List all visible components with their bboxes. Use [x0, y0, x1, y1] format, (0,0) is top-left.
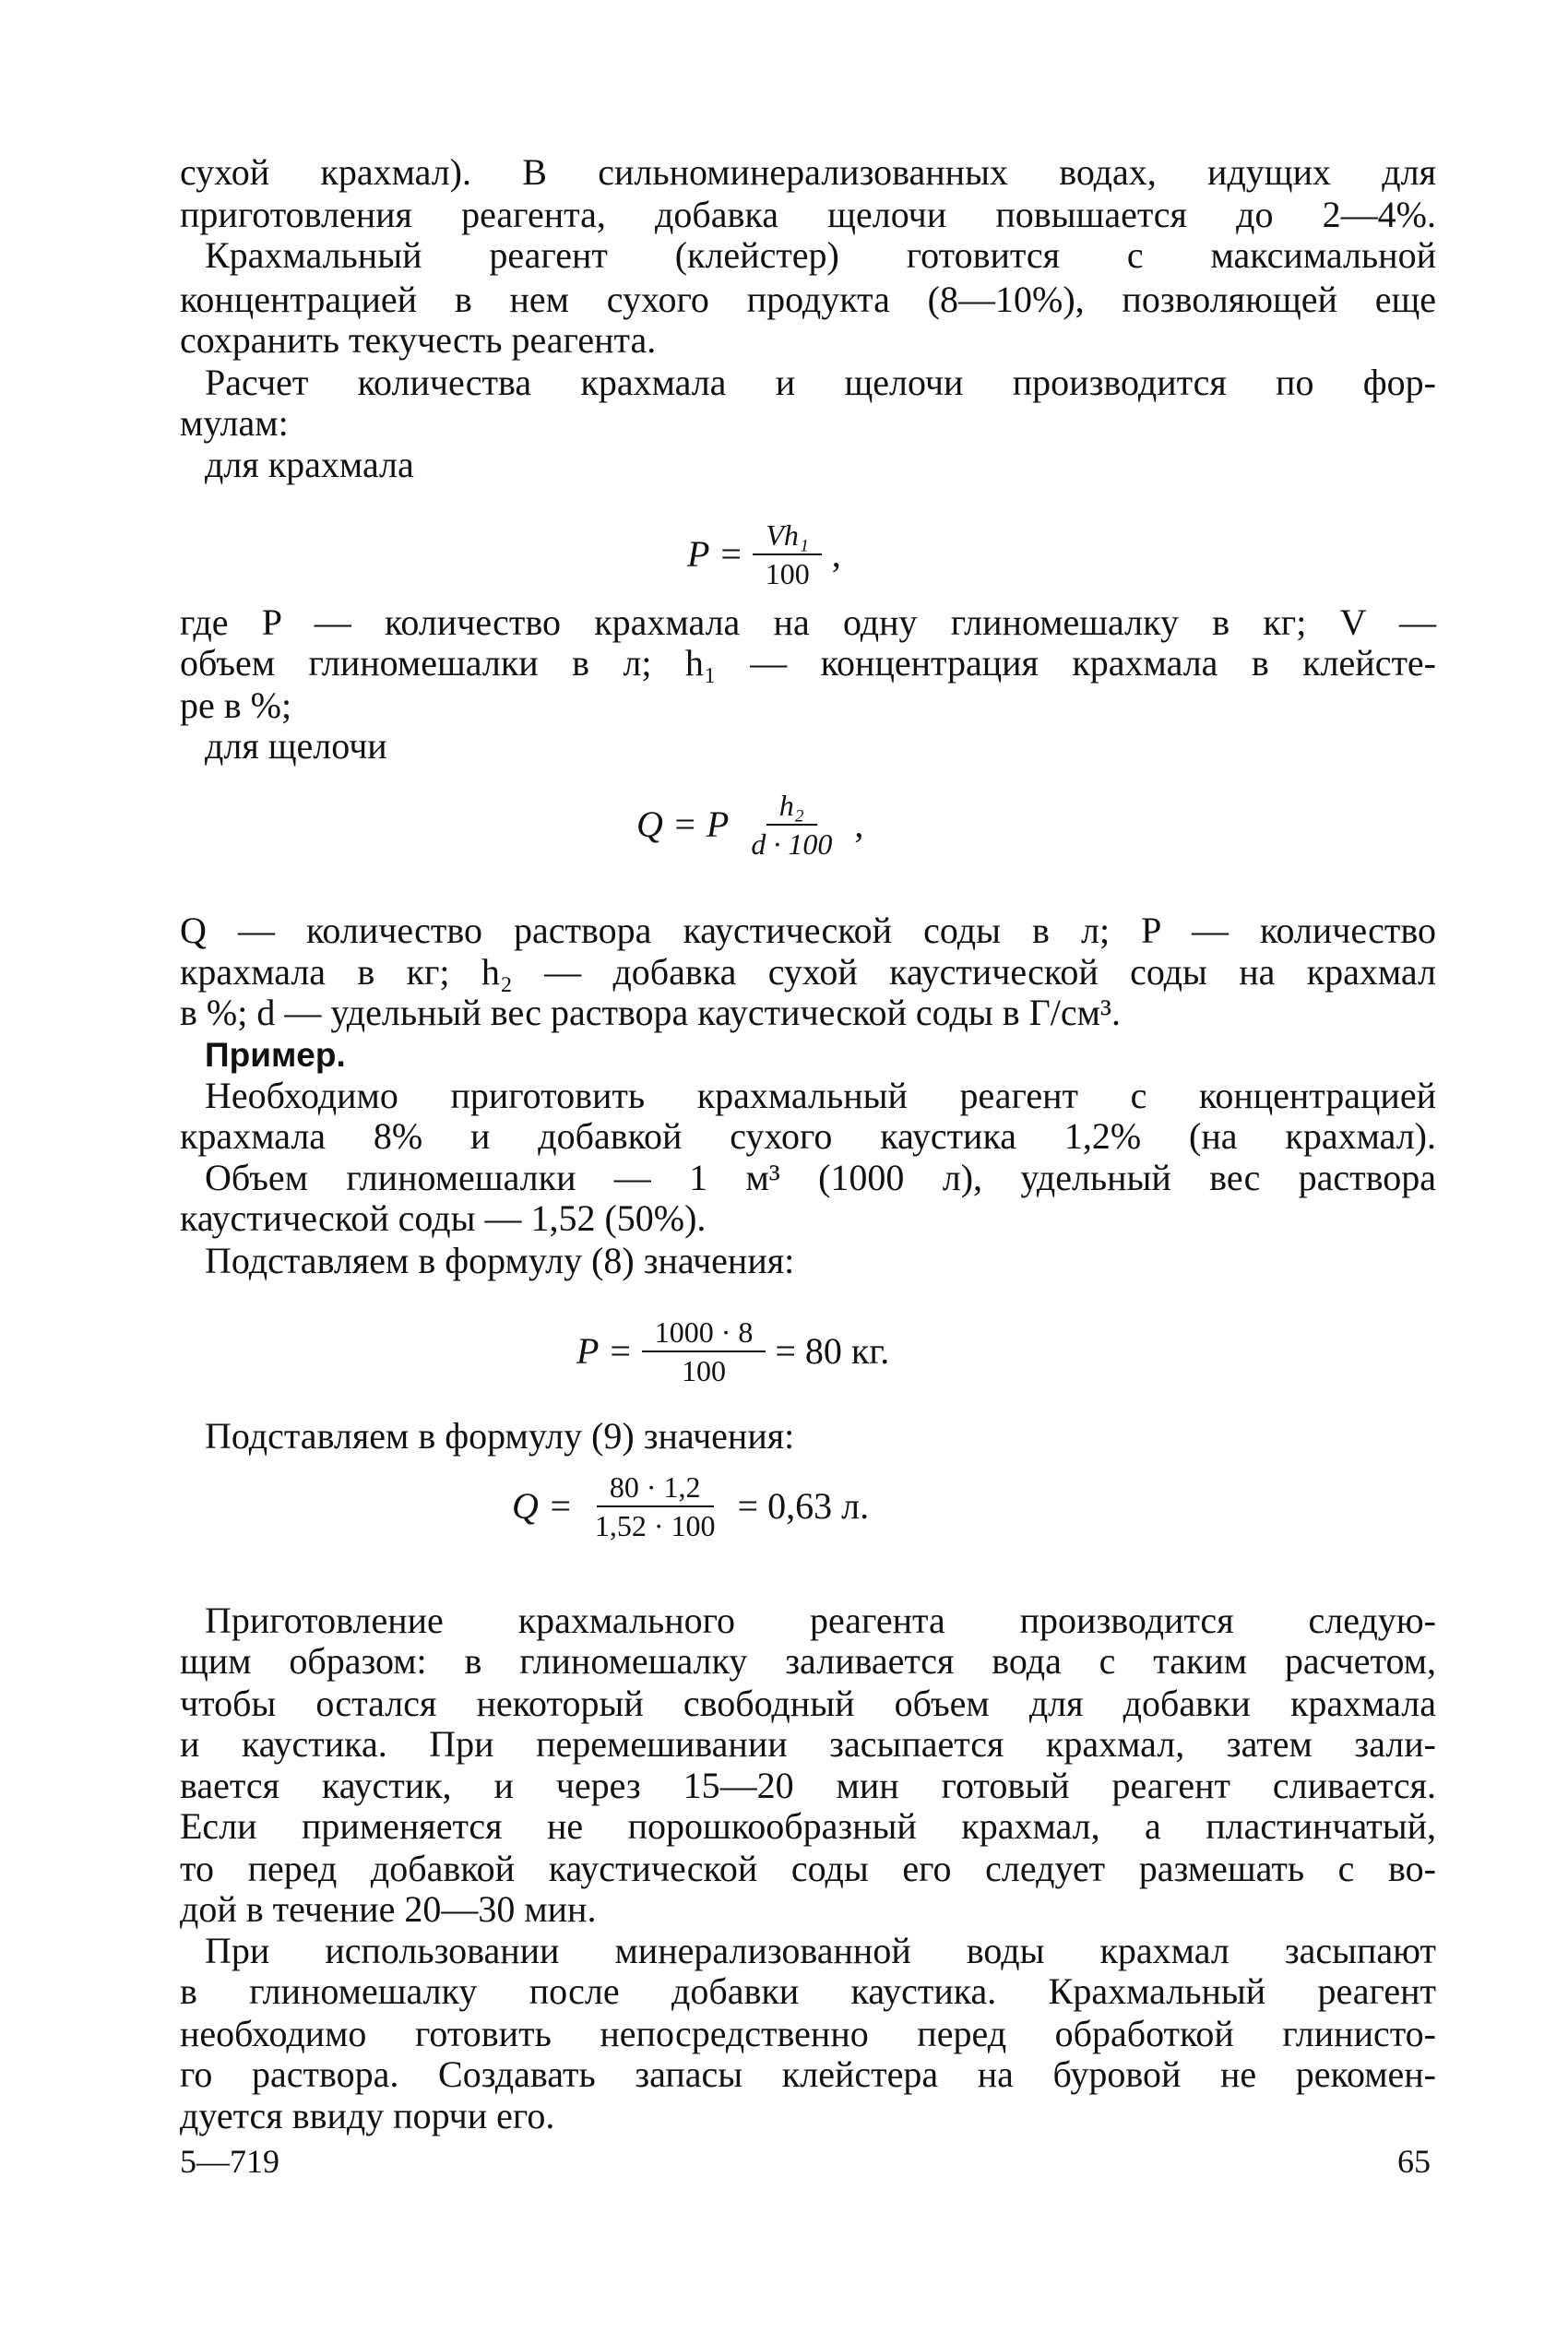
formula-lhs: P = — [687, 533, 743, 575]
text-line: сухой крахмал). В сильноминерализованных водах, идущих для — [180, 151, 1436, 193]
text-line: Объем глиномешалки — 1 м³ (1000 л), удельный вес раствора — [205, 1157, 1436, 1198]
text-line: Необходимо приготовить крахмальный реагент с концентрацией — [205, 1075, 1436, 1116]
text-line: вается каустик, и через 15—20 мин готовый реагент сливается. — [180, 1765, 1436, 1806]
text-line: в глиномешалку после добавки каустика. Крахмальный реагент — [180, 1970, 1436, 2012]
numerator: Vh₁ — [753, 517, 822, 555]
text-line: Крахмальный реагент (клейстер) готовится с максимальной — [205, 234, 1436, 276]
text-line: и каустика. При перемешивании засыпается крахмал, затем зали- — [180, 1723, 1436, 1765]
fraction — [642, 1314, 766, 1389]
formula-lhs: Q = P — [636, 803, 730, 845]
numerator: 1000 · 8 — [642, 1314, 766, 1352]
text-line: дуется ввиду порчи его. — [180, 2095, 555, 2136]
text-line: концентрацией в нем сухого продукта (8—10%), позволяющей еще — [180, 279, 1436, 320]
text-line: дой в течение 20—30 мин. — [180, 1888, 597, 1930]
numerator: h₂ — [766, 787, 817, 826]
text-line: приготовления реагента, добавка щелочи повышается до 2—4%. — [180, 194, 1436, 235]
text-line: Подставляем в формулу (9) значения: — [205, 1415, 795, 1457]
text-line: Q — количество раствора каустической соды в л; P — количество — [180, 910, 1436, 951]
text-line: го раствора. Создавать запасы клейстера на буровой не рекомен- — [180, 2053, 1436, 2095]
fraction — [753, 517, 823, 592]
text-line: Приготовление крахмального реагента производится следую- — [205, 1600, 1436, 1641]
formula-tail: , — [854, 803, 864, 845]
text-line: Если применяется не порошкообразный крахмал, а пластинчатый, — [180, 1805, 1436, 1847]
text-line: крахмала в кг; h₂ — добавка сухой каустической соды на крахмал — [180, 951, 1436, 993]
formula-tail: , — [831, 533, 841, 575]
formula-lhs: Q = — [512, 1485, 573, 1527]
fraction — [582, 1469, 729, 1544]
formula-tail: = 0,63 л. — [737, 1485, 870, 1527]
example-heading: Пример. — [205, 1036, 346, 1074]
denominator: d · 100 — [751, 827, 833, 861]
page-number: 65 — [1397, 2143, 1431, 2180]
formula-lhs: P = — [576, 1330, 633, 1372]
text-line: При использовании минерализованной воды крахмал засыпают — [205, 1930, 1436, 1971]
numerator: 80 · 1,2 — [597, 1469, 714, 1507]
text-line: в %; d — удельный вес раствора каустической соды в Г/см³. — [180, 992, 1121, 1033]
denominator: 1,52 · 100 — [594, 1509, 716, 1542]
text-line: крахмала 8% и добавкой сухого каустика 1,2% (на крахмал). — [180, 1115, 1436, 1157]
formula-example-starch — [576, 1314, 889, 1389]
text-line: ре в %; — [180, 684, 292, 726]
text-line: каустической соды — 1,52 (50%). — [180, 1197, 707, 1239]
text-line: щим образом: в глиномешалку заливается вода с таким расчетом, — [180, 1640, 1436, 1682]
formula-example-alkali — [512, 1469, 869, 1544]
text-line: мулам: — [180, 402, 289, 444]
text-line: то перед добавкой каустической соды его следует размешать с во- — [180, 1848, 1436, 1889]
formula-tail: = 80 кг. — [775, 1330, 890, 1372]
formula-starch — [687, 517, 841, 592]
text-line: для щелочи — [205, 725, 387, 767]
printer-signature: 5—719 — [180, 2143, 279, 2180]
text-line: объем глиномешалки в л; h₁ — концентрация крахмала в клейсте- — [180, 642, 1436, 684]
formula-alkali — [636, 787, 863, 863]
text-line: Подставляем в формулу (8) значения: — [205, 1240, 795, 1281]
text-line: Расчет количества крахмала и щелочи производится по фор- — [205, 362, 1436, 403]
text-line: для крахмала — [205, 444, 414, 485]
text-line: чтобы остался некоторый свободный объем для добавки крахмала — [180, 1683, 1436, 1724]
text-line: необходимо готовить непосредственно перед обработкой глинисто- — [180, 2013, 1436, 2054]
denominator: 100 — [682, 1354, 727, 1387]
text-line: сохранить текучесть реагента. — [180, 319, 657, 361]
denominator: 100 — [765, 557, 810, 590]
fraction — [738, 787, 845, 863]
text-line: где P — количество крахмала на одну глиномешалку в кг; V — — [180, 601, 1436, 643]
